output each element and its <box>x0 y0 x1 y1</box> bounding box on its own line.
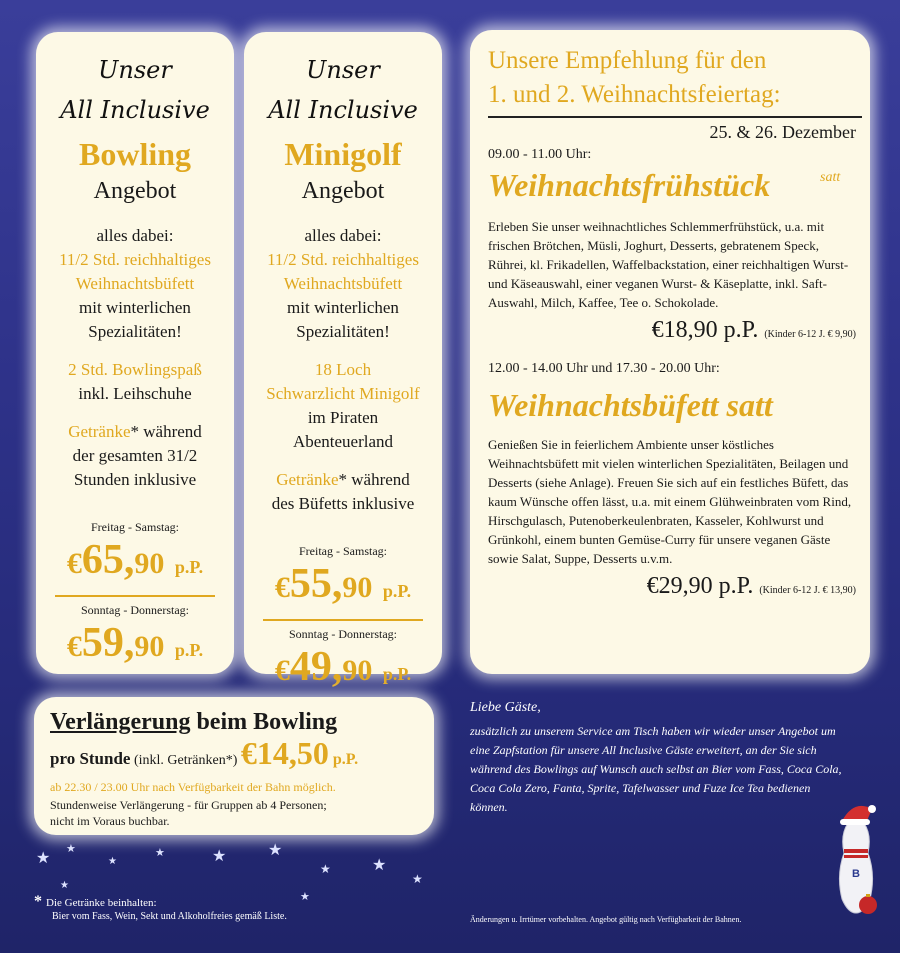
price-main: 65, <box>81 537 135 583</box>
drinks-rest: * während <box>338 470 410 489</box>
weekday-label: Freitag - Samstag: <box>299 544 387 558</box>
star-icon: ★ <box>212 848 227 865</box>
offer-buffet: Spezialitäten! <box>88 322 182 341</box>
price-weekday <box>36 619 234 674</box>
offer-title: Minigolf <box>284 136 402 172</box>
breakfast-price <box>488 312 856 353</box>
price-main: 55, <box>289 561 343 607</box>
offer-drinks: Stunden inklusive <box>73 470 197 489</box>
buffet-time: 12.00 - 14.00 Uhr und 17.30 - 20.00 Uhr: <box>488 361 720 376</box>
drinks-label: Getränke <box>68 422 131 441</box>
extension-title <box>50 705 418 739</box>
drinks-footnote <box>34 893 414 922</box>
price-main: 59, <box>81 620 135 666</box>
offer-drinks <box>244 468 442 492</box>
offer-minigolf: Schwarzlicht Minigolf <box>266 384 420 403</box>
greeting-block <box>470 700 850 817</box>
offer-title: Bowling <box>78 136 192 172</box>
holiday-date: 25. & 26. Dezember <box>709 122 856 142</box>
offer-drinks: der gesamten 31/2 <box>72 446 198 465</box>
star-icon: ★ <box>36 850 51 867</box>
recommendation-heading: 1. und 2. Weihnachtsfeiertag: <box>488 81 781 108</box>
extension-availability: ab 22.30 / 23.00 Uhr nach Verfügbarkeit der Bahn möglich. <box>50 780 336 794</box>
price-weekend <box>36 536 234 591</box>
divider <box>55 595 215 597</box>
weekday-label: Sonntag - Donnerstag: <box>81 603 189 617</box>
buffet-description: Genießen Sie in feierlichem Ambiente unser köstliches Weihnachtsbüfett mit vielen winterlichen Spezialitäten, Beilagen und Desserts (siehe Anlage). Freuen Sie sich auf ein festliches Büfett, das kaum Wünsche offen lässt, u.a. mit einem Glühweinbraten vom Rind, Hirschgulasch, Putenoberkeulenbraten, Kasseler, Kohlwurst und Grünkohl, einem bunten Gemüse-Curry für unsere veganen Gäste sowie Salat, Suppe, Desserts u.v.m. <box>488 437 852 566</box>
offer-buffet: 11/2 Std. reichhaltiges <box>267 250 419 269</box>
star-icon: ★ <box>412 872 423 886</box>
divider <box>488 116 862 118</box>
price-cents: 90 <box>342 571 373 604</box>
star-icon: ★ <box>66 843 76 855</box>
offer-subtitle: Angebot <box>93 178 177 204</box>
minigolf-offer-card <box>244 32 442 690</box>
price-cents: 90 <box>134 547 165 580</box>
satt-tag: satt <box>820 170 841 185</box>
drinks-label: Getränke <box>276 470 339 489</box>
price-unit: p.P. <box>174 640 204 660</box>
price-weekend <box>244 560 442 615</box>
euro-sign: € <box>274 571 290 604</box>
breakfast-title: Weihnachtsfrühstück <box>488 167 771 203</box>
divider <box>263 619 423 621</box>
price-unit: p.P. <box>382 581 412 601</box>
euro-sign: € <box>66 547 82 580</box>
footnote-title: Die Getränke beinhalten: <box>46 897 157 909</box>
per-hour: pro Stunde <box>50 749 131 768</box>
bowling-pin-santa-icon <box>826 795 886 925</box>
offer-shoes: inkl. Leihschuhe <box>78 384 192 403</box>
star-icon: ★ <box>108 856 117 867</box>
drinks-rest: * während <box>130 422 202 441</box>
star-icon: ★ <box>320 862 331 876</box>
buffet-price <box>488 568 856 609</box>
recommendation-heading: Unsere Empfehlung für den <box>488 47 767 74</box>
euro-sign: € <box>274 654 290 687</box>
price-value: €18,90 p.P. <box>651 317 759 343</box>
offer-script-line: All Inclusive <box>268 96 418 124</box>
star-icon: ★ <box>372 857 387 874</box>
offer-script-line: All Inclusive <box>60 96 210 124</box>
offer-included: alles dabei: <box>96 226 174 245</box>
offer-minigolf: Abenteuerland <box>292 432 394 451</box>
incl-drinks: (inkl. Getränken*) <box>130 753 241 768</box>
star-icon: ★ <box>60 880 69 891</box>
breakfast-time: 09.00 - 11.00 Uhr: <box>488 147 592 162</box>
svg-text:B: B <box>852 868 860 880</box>
greeting-text: zusätzlich zu unserem Service am Tisch haben wir wieder unser Angebot um eine Zapfstation für unsere All Inclusive Gäste erweitert, an der Sie sich während des Bowlings auf Wunsch auch selbst an Bier vom Fass, Coca Cola, Coca Cola Zero, Fanta, Sprite, Tafelwasser und Fuze Ice Tea bedienen können. <box>470 724 842 814</box>
kids-price: (Kinder 6-12 J. € 9,90) <box>764 329 856 340</box>
offer-drinks <box>36 420 234 444</box>
extension-title-rest: beim Bowling <box>190 709 338 735</box>
price-weekday <box>244 643 442 698</box>
christmas-recommendation-card <box>470 30 870 674</box>
offer-bowling-pass: 2 Std. Bowlingspaß <box>68 360 202 379</box>
extension-price-line <box>50 735 418 775</box>
greeting-title: Liebe Gäste, <box>470 700 541 715</box>
offer-drinks: des Büfetts inklusive <box>271 494 415 513</box>
breakfast-description: Erleben Sie unser weihnachtliches Schlemmerfrühstück, u.a. mit frischen Brötchen, Müsli, Joghurt, Desserts, gebratenem Speck, Rührei, kl. Frikadellen, Waffelbackstation, einer reichhaltigen Wurst- und Käseauswahl, einer veganen Wurst- & Käseplatte, inkl. Saft-Auswahl, Milch, Kaffee, Tee o. Schokolade. <box>488 219 849 310</box>
disclaimer: Änderungen u. Irrtümer vorbehalten. Angebot gültig nach Verfügbarkeit der Bahnen. <box>470 915 742 924</box>
weekday-label: Sonntag - Donnerstag: <box>289 627 397 641</box>
offer-buffet: 11/2 Std. reichhaltiges <box>59 250 211 269</box>
offer-buffet: Weihnachtsbüfett <box>283 274 403 293</box>
price-unit: p.P. <box>174 557 204 577</box>
euro-sign: € <box>66 630 82 663</box>
offer-buffet: mit winterlichen <box>287 298 399 317</box>
extension-price: €14,50 <box>240 735 329 771</box>
offer-script-line: Unser <box>98 56 172 84</box>
offer-script-line: Unser <box>306 56 380 84</box>
extension-title-underlined: Verlängerung <box>50 709 191 735</box>
bowling-extension-card <box>34 697 434 835</box>
offer-subtitle: Angebot <box>301 178 385 204</box>
buffet-title: Weihnachtsbüfett satt <box>488 387 773 423</box>
price-value: €29,90 p.P. <box>646 573 754 599</box>
offer-buffet: mit winterlichen <box>79 298 191 317</box>
offer-buffet: Spezialitäten! <box>296 322 390 341</box>
weekday-label: Freitag - Samstag: <box>91 520 179 534</box>
price-cents: 90 <box>134 630 165 663</box>
footnote-star: * <box>34 893 42 910</box>
offer-buffet: Weihnachtsbüfett <box>75 274 195 293</box>
price-cents: 90 <box>342 654 373 687</box>
price-unit: p.P. <box>328 751 359 768</box>
extension-note: Stundenweise Verlängerung - für Gruppen ab 4 Personen; <box>50 798 327 812</box>
extension-note: nicht im Voraus buchbar. <box>50 814 170 828</box>
offer-included: alles dabei: <box>304 226 382 245</box>
star-icon: ★ <box>300 891 310 903</box>
offer-minigolf: 18 Loch <box>314 360 372 379</box>
offer-minigolf: im Piraten <box>307 408 379 427</box>
star-icon: ★ <box>268 842 283 859</box>
price-unit: p.P. <box>382 664 412 684</box>
star-icon: ★ <box>155 847 165 859</box>
price-main: 49, <box>289 644 343 690</box>
kids-price: (Kinder 6-12 J. € 13,90) <box>759 585 856 596</box>
footnote-text: Bier vom Fass, Wein, Sekt und Alkoholfreies gemäß Liste. <box>52 911 287 922</box>
bowling-offer-card <box>36 32 234 674</box>
